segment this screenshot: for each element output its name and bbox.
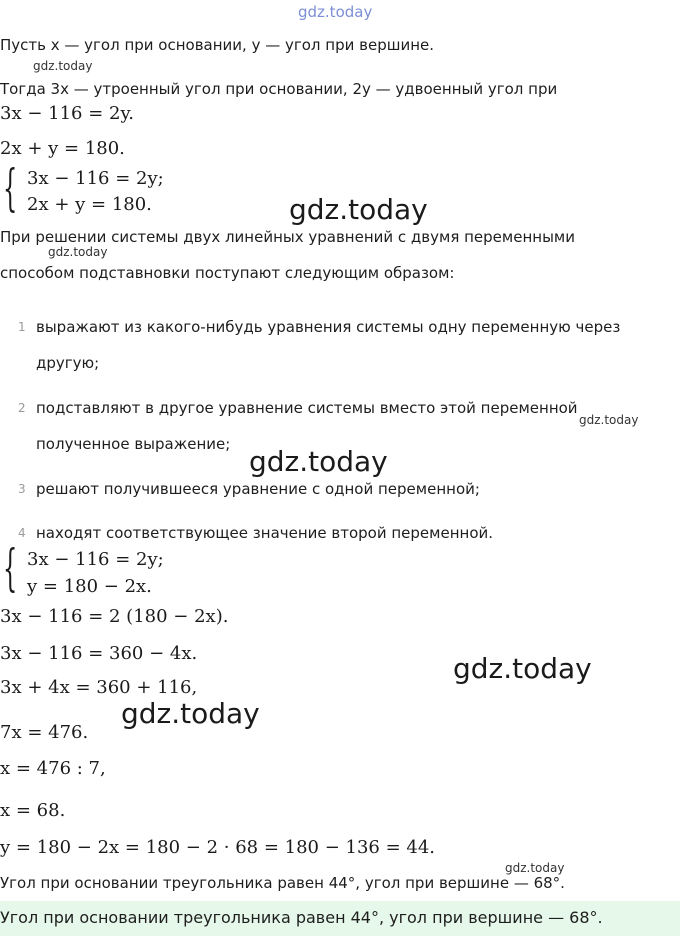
watermark-large: gdz.today (121, 697, 260, 730)
solution-step: x = 476 : 7, (0, 758, 106, 779)
step-number: 4 (18, 526, 26, 540)
step-2-line-1: подставляют в другое уравнение системы вместо этой переменной (36, 399, 578, 417)
solution-step: 3x + 4x = 360 + 116, (0, 677, 198, 698)
equation-2: 2x + y = 180. (0, 138, 125, 159)
solution-step: 3x − 116 = 360 − 4x. (0, 643, 198, 664)
watermark-small: gdz.today (48, 245, 108, 259)
watermark-large: gdz.today (249, 445, 388, 478)
step-number: 1 (18, 320, 26, 334)
system-brace: { (3, 159, 18, 217)
system-1-row-1: 3x − 116 = 2y; (27, 168, 164, 189)
step-3-line-1: решают получившееся уравнение с одной переменной; (36, 480, 480, 498)
answer-text: Угол при основании треугольника равен 44°, угол при вершине — 68°. (0, 908, 603, 927)
step-2-line-2: полученное выражение; (36, 435, 231, 453)
step-number: 3 (18, 482, 26, 496)
method-line-1: При решении системы двух линейных уравнений с двумя переменными (0, 228, 575, 246)
step-1-line-1: выражают из какого-нибудь уравнения системы одну переменную через (36, 318, 621, 336)
solution-step: 7x = 476. (0, 722, 89, 743)
watermark-top: gdz.today (298, 3, 373, 21)
step-1-line-2: другую; (36, 354, 100, 372)
watermark-small: gdz.today (505, 861, 565, 875)
system-brace: { (3, 539, 18, 597)
solution-step: x = 68. (0, 800, 66, 821)
solution-step: y = 180 − 2x = 180 − 2 · 68 = 180 − 136 = 44. (0, 837, 436, 858)
step-number: 2 (18, 401, 26, 415)
system-2-row-1: 3x − 116 = 2y; (27, 549, 164, 570)
system-2-row-2: y = 180 − 2x. (27, 576, 152, 597)
watermark-large: gdz.today (453, 652, 592, 685)
method-line-2: способом подставновки поступают следующим образом: (0, 264, 455, 282)
equation-1: 3x − 116 = 2y. (0, 103, 134, 124)
intro-line-2: Тогда 3x — утроенный угол при основании, 2y — удвоенный угол при (0, 80, 558, 98)
watermark-small: gdz.today (579, 413, 639, 427)
result-line: Угол при основании треугольника равен 44°, угол при вершине — 68°. (0, 874, 565, 892)
watermark-large: gdz.today (289, 193, 428, 226)
solution-step: 3x − 116 = 2 (180 − 2x). (0, 606, 229, 627)
watermark-small: gdz.today (33, 59, 93, 73)
step-4-line-1: находят соответствующее значение второй переменной. (36, 524, 494, 542)
intro-line-1: Пусть x — угол при основании, y — угол при вершине. (0, 36, 434, 54)
system-1-row-2: 2x + y = 180. (27, 194, 152, 215)
